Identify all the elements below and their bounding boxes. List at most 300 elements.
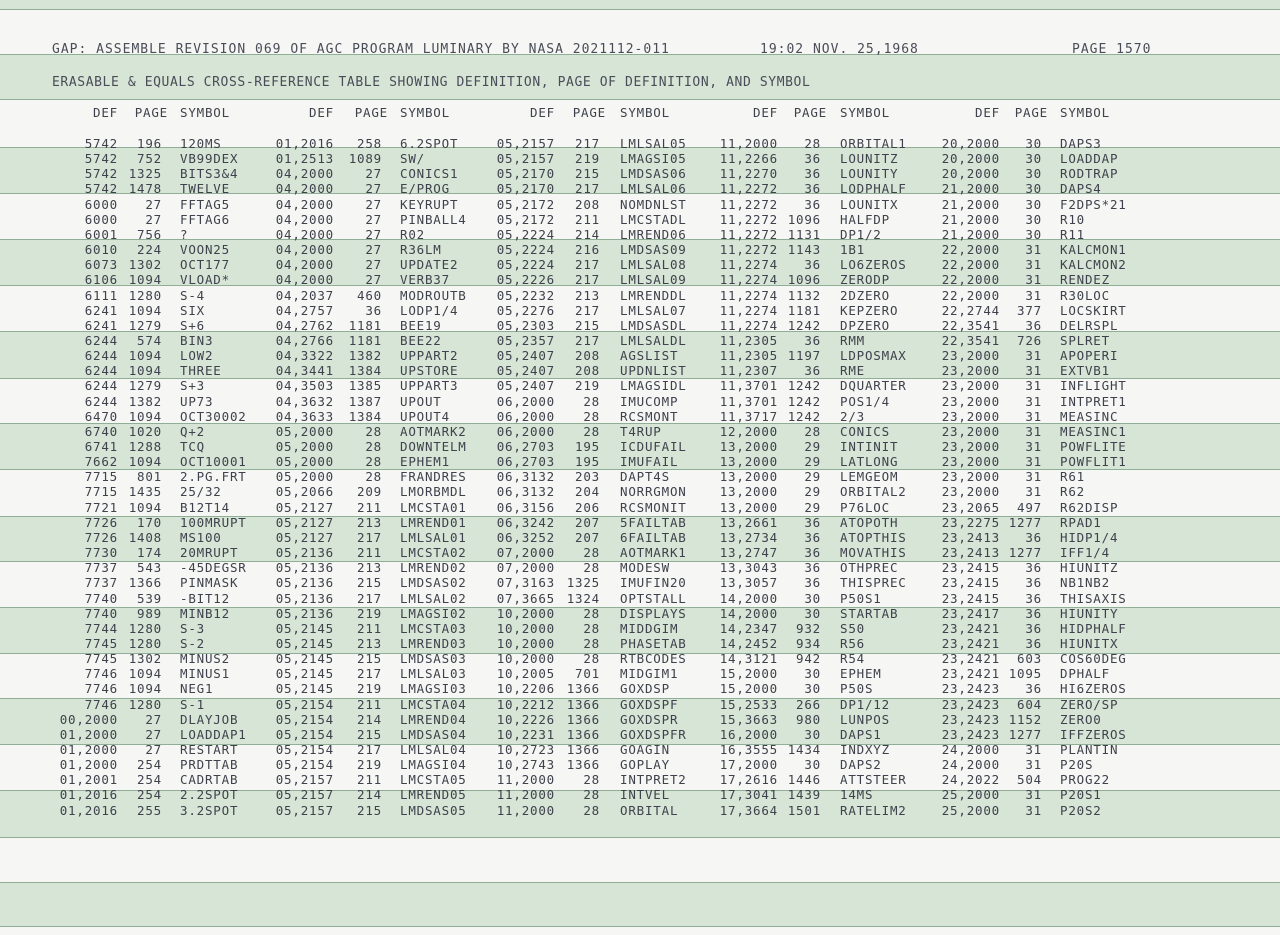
cell-page: 208 [575,363,600,378]
cell-def: 05,2170 [496,166,555,181]
cell-def: 20,2000 [941,136,1000,151]
cell-page: 30 [804,757,821,772]
cell-symbol: LMCSTA03 [400,621,467,636]
cell-def: 06,3242 [496,515,555,530]
cell-page: 980 [796,712,821,727]
cell-def: 06,3132 [496,484,555,499]
cell-def: 13,2000 [719,469,778,484]
cell-page: 213 [575,288,600,303]
cell-symbol: HIUNITY [1060,606,1119,621]
cell-page: 1094 [128,666,162,681]
cell-symbol: IMUFIN20 [620,575,687,590]
cell-symbol: LMDSASDL [620,318,687,333]
cell-page: 1181 [348,318,382,333]
cell-symbol: LMREND01 [400,515,467,530]
cell-def: 04,3632 [275,394,334,409]
cell-def: 05,2154 [275,697,334,712]
paper-rule-line [0,926,1280,927]
cell-def: 23,2000 [941,409,1000,424]
cell-symbol: ZERODP [840,272,890,287]
cell-symbol: R56 [840,636,865,651]
cell-def: 05,2136 [275,591,334,606]
cell-page: 28 [804,136,821,151]
cell-page: 28 [583,651,600,666]
cell-page: 36 [804,166,821,181]
cell-def: 23,2421 [941,651,1000,666]
cell-symbol: PRDTTAB [180,757,239,772]
cell-page: 28 [583,409,600,424]
cell-page: 1325 [566,575,600,590]
cell-def: 04,2762 [275,318,334,333]
cell-def: 5742 [84,136,118,151]
cell-page: 217 [575,303,600,318]
cell-symbol: UPPART2 [400,348,459,363]
cell-def: 23,2000 [941,348,1000,363]
cell-symbol: HIDP1/4 [1060,530,1119,545]
cell-def: 10,2000 [496,621,555,636]
cell-page: 27 [145,727,162,742]
cell-page: 215 [575,166,600,181]
cell-page: 213 [357,636,382,651]
cell-page: 203 [575,469,600,484]
paper-rule-line [0,9,1280,10]
cell-symbol: ? [180,227,189,242]
cell-def: 23,2065 [941,500,1000,515]
cell-def: 5742 [84,181,118,196]
cell-def: 05,2157 [275,803,334,818]
cell-def: 11,2274 [719,257,778,272]
cell-symbol: MS100 [180,530,222,545]
cell-def: 22,2000 [941,242,1000,257]
column-header-def: DEF [975,105,1000,120]
cell-symbol: LMREND02 [400,560,467,575]
cell-def: 20,2000 [941,151,1000,166]
cell-page: 1280 [128,697,162,712]
cell-symbol: INTPRET1 [1060,394,1127,409]
cell-page: 36 [1025,530,1042,545]
cell-def: 7730 [84,545,118,560]
cell-page: 1181 [787,303,821,318]
cell-def: 11,2272 [719,212,778,227]
cell-page: 504 [1017,772,1042,787]
cell-page: 30 [804,727,821,742]
cell-symbol: LMREND05 [400,787,467,802]
cell-page: 36 [1025,621,1042,636]
cell-def: 05,2154 [275,742,334,757]
cell-symbol: ATTSTEER [840,772,907,787]
cell-def: 6000 [84,212,118,227]
cell-page: 209 [357,484,382,499]
cell-page: 942 [796,651,821,666]
cell-symbol: LMLSAL03 [400,666,467,681]
cell-def: 11,2272 [719,181,778,196]
cell-symbol: INDXYZ [840,742,890,757]
cell-symbol: POS1/4 [840,394,890,409]
cell-def: 01,2000 [59,757,118,772]
cell-symbol: DPZERO [840,318,890,333]
cell-def: 05,2154 [275,757,334,772]
cell-page: 36 [1025,681,1042,696]
cell-def: 05,2145 [275,621,334,636]
cell-page: 214 [357,712,382,727]
cell-def: 23,2415 [941,560,1000,575]
cell-def: 6106 [84,272,118,287]
cell-def: 22,2000 [941,272,1000,287]
cell-page: 254 [137,757,162,772]
cell-def: 7745 [84,651,118,666]
cell-page: 1132 [787,288,821,303]
cell-def: 7662 [84,454,118,469]
cell-symbol: LO6ZEROS [840,257,907,272]
cell-symbol: THISAXIS [1060,591,1127,606]
cell-symbol: ATOPOTH [840,515,899,530]
cell-symbol: IMUFAIL [620,454,679,469]
cell-page: 1094 [128,363,162,378]
cell-page: 30 [1025,181,1042,196]
cell-page: 31 [1025,394,1042,409]
cell-symbol: MIDDGIM [620,621,679,636]
cell-def: 23,2413 [941,545,1000,560]
cell-symbol: 25/32 [180,484,222,499]
cell-def: 25,2000 [941,787,1000,802]
cell-page: 31 [1025,257,1042,272]
cell-def: 23,2000 [941,424,1000,439]
cell-page: 170 [137,515,162,530]
cell-symbol: GOXDSPR [620,712,679,727]
cell-def: 05,2224 [496,242,555,257]
column-header-def: DEF [753,105,778,120]
cell-symbol: LMLSAL07 [620,303,687,318]
cell-symbol: R36LM [400,242,442,257]
cell-page: 36 [804,181,821,196]
cell-symbol: BEE19 [400,318,442,333]
cell-page: 36 [1025,591,1042,606]
cell-page: 1094 [128,681,162,696]
cell-page: 36 [1025,575,1042,590]
cell-page: 1280 [128,621,162,636]
cell-page: 28 [804,424,821,439]
cell-symbol: BITS3&4 [180,166,239,181]
cell-symbol: HIUNITX [1060,636,1119,651]
cell-symbol: 5FAILTAB [620,515,687,530]
cell-symbol: RTBCODES [620,651,687,666]
cell-def: 06,2000 [496,424,555,439]
cell-symbol: LODPHALF [840,181,907,196]
cell-def: 11,2000 [496,772,555,787]
cell-page: 1384 [348,363,382,378]
cell-def: 04,2766 [275,333,334,348]
cell-def: 04,2000 [275,197,334,212]
cell-symbol: OTHPREC [840,560,899,575]
cell-page: 215 [357,803,382,818]
cell-def: 24,2000 [941,742,1000,757]
cell-symbol: 20MRUPT [180,545,239,560]
cell-page: 219 [357,681,382,696]
cell-def: 07,3665 [496,591,555,606]
cell-def: 05,2407 [496,378,555,393]
cell-def: 17,3664 [719,803,778,818]
cell-symbol: FFTAG6 [180,212,230,227]
cell-symbol: LMDSAS03 [400,651,467,666]
cell-page: 1324 [566,591,600,606]
cell-def: 04,2757 [275,303,334,318]
cell-def: 23,2413 [941,530,1000,545]
cell-def: 11,2274 [719,303,778,318]
cell-symbol: UPPART3 [400,378,459,393]
cell-def: 04,2000 [275,166,334,181]
cell-symbol: DLAYJOB [180,712,239,727]
cell-symbol: RATELIM2 [840,803,907,818]
cell-def: 23,2000 [941,439,1000,454]
cell-page: 254 [137,787,162,802]
cell-def: 6244 [84,394,118,409]
cell-page: 206 [575,500,600,515]
cell-symbol: LMAGSI03 [400,681,467,696]
cell-symbol: TWELVE [180,181,230,196]
cell-page: 36 [1025,318,1042,333]
cell-def: 07,2000 [496,545,555,560]
cell-def: 11,2274 [719,318,778,333]
cell-symbol: DISPLAYS [620,606,687,621]
cell-def: 13,2734 [719,530,778,545]
cell-page: 217 [357,530,382,545]
cell-page: 215 [357,727,382,742]
cell-page: 539 [137,591,162,606]
cell-def: 07,2000 [496,560,555,575]
cell-page: 1094 [128,409,162,424]
cell-symbol: VOON25 [180,242,230,257]
cell-page: 219 [575,378,600,393]
cell-def: 23,2421 [941,636,1000,651]
cell-symbol: E/PROG [400,181,450,196]
cell-def: 05,2127 [275,500,334,515]
cell-def: 05,2000 [275,454,334,469]
cell-def: 05,2000 [275,424,334,439]
cell-page: 30 [804,606,821,621]
cell-symbol: P20S1 [1060,787,1102,802]
cell-symbol: RCSMONIT [620,500,687,515]
cell-page: 1446 [787,772,821,787]
cell-page: 1096 [787,272,821,287]
cell-page: 208 [575,197,600,212]
cell-def: 6010 [84,242,118,257]
cell-symbol: MODESW [620,560,670,575]
cell-page: 219 [357,606,382,621]
cell-page: 174 [137,545,162,560]
cell-symbol: GOXDSPF [620,697,679,712]
cell-symbol: RMM [840,333,865,348]
cell-def: 11,2000 [719,136,778,151]
cell-def: 11,2305 [719,348,778,363]
cell-def: 05,2066 [275,484,334,499]
cell-symbol: OCT10001 [180,454,247,469]
cell-def: 05,2224 [496,227,555,242]
cell-def: 13,2661 [719,515,778,530]
cell-symbol: LMLSAL04 [400,742,467,757]
cell-def: 6244 [84,378,118,393]
cell-symbol: THISPREC [840,575,907,590]
cell-page: 28 [583,772,600,787]
cell-symbol: LMCSTA02 [400,545,467,560]
cell-page: 31 [1025,757,1042,772]
cell-symbol: OCT30002 [180,409,247,424]
cell-page: 1382 [348,348,382,363]
cell-def: 23,2423 [941,727,1000,742]
cell-page: 752 [137,151,162,166]
cell-symbol: AGSLIST [620,348,679,363]
cell-symbol: 2DZERO [840,288,890,303]
cell-symbol: LOADDAP [1060,151,1119,166]
cell-def: 01,2513 [275,151,334,166]
cell-page: 1385 [348,378,382,393]
listing-header-title: GAP: ASSEMBLE REVISION 069 OF AGC PROGRAM LUMINARY BY NASA 2021112-011 [52,42,670,57]
cell-page: 29 [804,439,821,454]
cell-page: 801 [137,469,162,484]
cell-page: 1366 [566,712,600,727]
cell-symbol: CADRTAB [180,772,239,787]
cell-symbol: AOTMARK1 [620,545,687,560]
cell-page: 30 [1025,212,1042,227]
cell-def: 05,2224 [496,257,555,272]
column-header-def: DEF [530,105,555,120]
cell-def: 05,2157 [496,151,555,166]
cell-symbol: LOCSKIRT [1060,303,1127,318]
cell-page: 1302 [128,257,162,272]
cell-page: 574 [137,333,162,348]
cell-symbol: HIUNITZ [1060,560,1119,575]
cell-page: 1277 [1008,515,1042,530]
cell-symbol: S-1 [180,697,205,712]
column-header-page: PAGE [1014,105,1048,120]
cell-page: 213 [357,515,382,530]
cell-page: 31 [1025,803,1042,818]
cell-page: 36 [804,560,821,575]
cell-symbol: UPOUT [400,394,442,409]
cell-page: 701 [575,666,600,681]
cell-symbol: S-3 [180,621,205,636]
column-header-page: PAGE [572,105,606,120]
cell-symbol: P50S [840,681,874,696]
cell-symbol: EPHEM [840,666,882,681]
listing-header-page: PAGE 1570 [1072,42,1152,57]
cell-page: 211 [357,500,382,515]
cell-def: 13,3057 [719,575,778,590]
cell-def: 23,2000 [941,378,1000,393]
greenbar-band [0,882,1280,926]
cell-def: 10,2000 [496,636,555,651]
cell-def: 14,2452 [719,636,778,651]
cell-def: 06,2000 [496,409,555,424]
cell-symbol: -BIT12 [180,591,230,606]
cell-page: 217 [575,333,600,348]
cell-symbol: DOWNTELM [400,439,467,454]
cell-symbol: LMLSAL09 [620,272,687,287]
cell-page: 1366 [128,575,162,590]
cell-def: 11,2266 [719,151,778,166]
paper-rule-line [0,882,1280,883]
cell-page: 31 [1025,439,1042,454]
cell-def: 05,2145 [275,636,334,651]
cell-def: 05,2276 [496,303,555,318]
cell-symbol: LODP1/4 [400,303,459,318]
cell-page: 266 [796,697,821,712]
cell-page: 214 [357,787,382,802]
cell-symbol: T4RUP [620,424,662,439]
cell-page: 216 [575,242,600,257]
cell-symbol: LDPOSMAX [840,348,907,363]
cell-def: 04,2000 [275,272,334,287]
cell-page: 213 [357,560,382,575]
cell-symbol: KEPZERO [840,303,899,318]
cell-page: 214 [575,227,600,242]
cell-page: 217 [357,742,382,757]
cell-def: 11,2000 [496,803,555,818]
cell-page: 196 [137,136,162,151]
cell-def: 05,2303 [496,318,555,333]
cell-def: 11,2272 [719,197,778,212]
cell-symbol: NORRGMON [620,484,687,499]
cell-symbol: KEYRUPT [400,197,459,212]
cell-def: 06,3132 [496,469,555,484]
cell-symbol: LMORBMDL [400,484,467,499]
cell-symbol: LMAGSI05 [620,151,687,166]
cell-page: 1384 [348,409,382,424]
cell-def: 06,2703 [496,439,555,454]
cell-page: 1382 [128,394,162,409]
cell-page: 31 [1025,242,1042,257]
cell-page: 1366 [566,681,600,696]
cell-page: 215 [357,575,382,590]
cell-def: 13,2000 [719,484,778,499]
cell-symbol: LOUNITX [840,197,899,212]
cell-def: 00,2000 [59,712,118,727]
cell-def: 15,3663 [719,712,778,727]
cell-def: 7715 [84,484,118,499]
cell-page: 1302 [128,651,162,666]
cell-def: 7746 [84,666,118,681]
cell-symbol: UPDNLIST [620,363,687,378]
cell-symbol: LOUNITZ [840,151,899,166]
cell-symbol: POWFLITE [1060,439,1127,454]
cell-symbol: RME [840,363,865,378]
cell-def: 17,2000 [719,757,778,772]
cell-page: 255 [137,803,162,818]
cell-page: 1242 [787,409,821,424]
cell-page: 31 [1025,469,1042,484]
cell-symbol: MOVATHIS [840,545,907,560]
cell-page: 36 [1025,636,1042,651]
cell-symbol: LMAGSIDL [620,378,687,393]
cell-def: 23,2423 [941,697,1000,712]
cell-symbol: PLANTIN [1060,742,1119,757]
cell-page: 195 [575,454,600,469]
cell-page: 28 [583,636,600,651]
cell-page: 27 [145,197,162,212]
cell-symbol: MINUS1 [180,666,230,681]
paper-rule-line [0,99,1280,100]
cell-symbol: LMCSTA04 [400,697,467,712]
cell-symbol: UP73 [180,394,214,409]
cell-def: 05,2136 [275,560,334,575]
cell-symbol: APOPERI [1060,348,1119,363]
cell-symbol: P76LOC [840,500,890,515]
cell-def: 13,3043 [719,560,778,575]
cell-def: 21,2000 [941,227,1000,242]
cell-def: 23,2000 [941,394,1000,409]
cell-symbol: GOXDSP [620,681,670,696]
cell-page: 604 [1017,697,1042,712]
cell-page: 1279 [128,378,162,393]
